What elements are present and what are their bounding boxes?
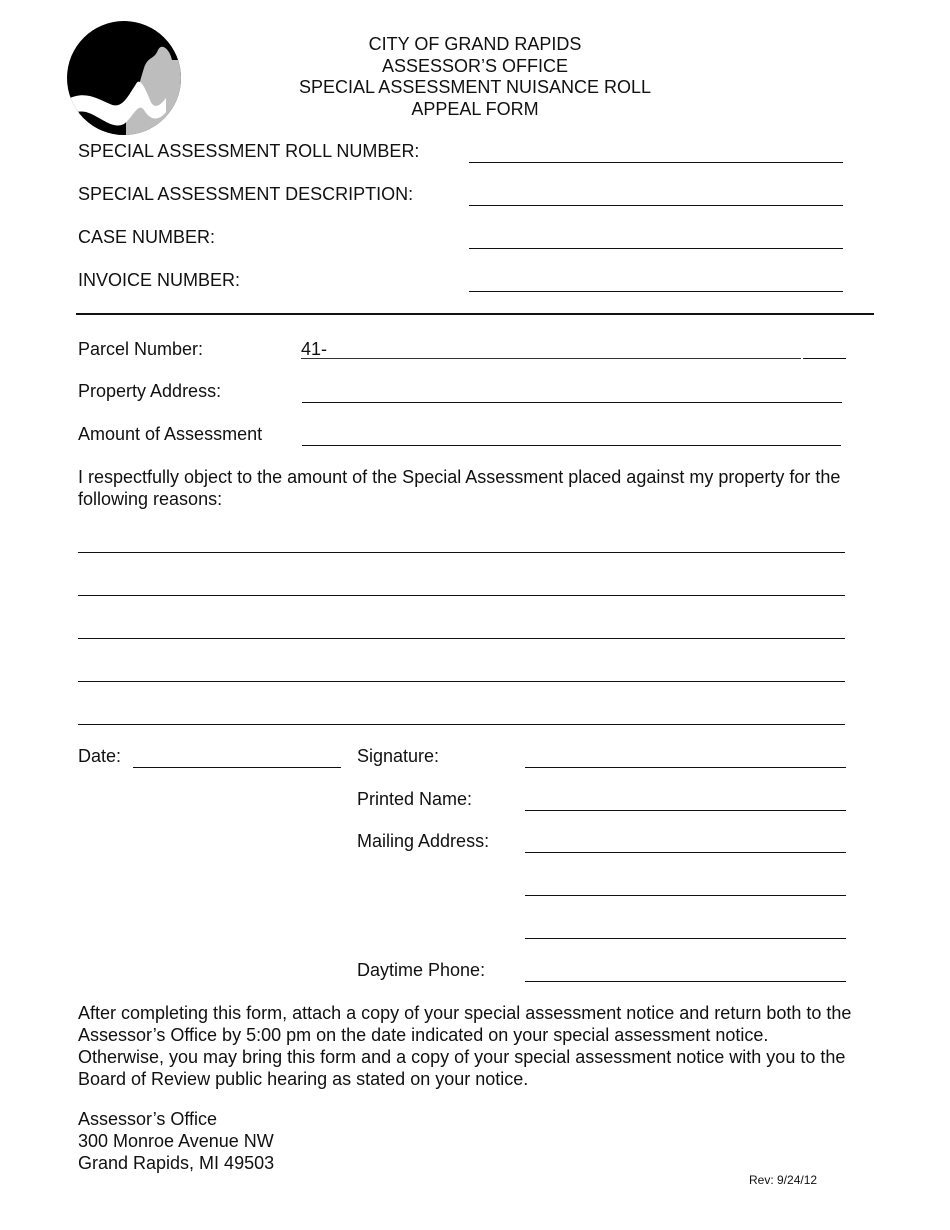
case-number-label: CASE NUMBER: xyxy=(78,227,216,247)
reason-line[interactable] xyxy=(78,702,845,725)
assessment-amount-label: Amount of Assessment xyxy=(78,424,263,444)
invoice-number-input[interactable] xyxy=(469,269,843,292)
reason-line[interactable] xyxy=(78,530,845,553)
office-street: 300 Monroe Avenue NW xyxy=(78,1131,274,1151)
instructions-paragraph: After completing this form, attach a copy of your special assessment notice and return both to the Assessor’s Office by 5:00 pm on the date indicated on your special assessment notice. Otherwise, you may bring this form and a copy of your special assessment notice with you to the Board of Review public hearing as stated on your notice. xyxy=(78,1003,852,1089)
case-number-input[interactable] xyxy=(469,226,843,249)
objection-statement: I respectfully object to the amount of the Special Assessment placed against my property for the following reasons: xyxy=(78,467,841,509)
office-city: Grand Rapids, MI 49503 xyxy=(78,1153,275,1173)
reason-line[interactable] xyxy=(78,659,845,682)
parcel-number-label: Parcel Number: xyxy=(78,339,204,359)
parcel-number-input[interactable] xyxy=(301,358,801,359)
property-address-input[interactable] xyxy=(302,380,842,403)
office-name: Assessor’s Office xyxy=(78,1109,218,1129)
roll-number-label: SPECIAL ASSESSMENT ROLL NUMBER: xyxy=(78,141,420,161)
property-address-label: Property Address: xyxy=(78,381,222,401)
printed-name-label: Printed Name: xyxy=(357,789,473,809)
mailing-address-label: Mailing Address: xyxy=(357,831,490,851)
reason-line[interactable] xyxy=(78,616,845,639)
parcel-number-suffix-line xyxy=(803,358,846,359)
daytime-phone-label: Daytime Phone: xyxy=(357,960,486,980)
mailing-address-input[interactable] xyxy=(525,830,846,853)
mailing-address-input-2[interactable] xyxy=(525,873,846,896)
date-input[interactable] xyxy=(133,745,341,768)
header-office: ASSESSOR’S OFFICE xyxy=(381,55,569,76)
header-title: APPEAL FORM xyxy=(411,98,539,119)
header-city: CITY OF GRAND RAPIDS xyxy=(368,34,582,54)
signature-input[interactable] xyxy=(525,745,846,768)
description-label: SPECIAL ASSESSMENT DESCRIPTION: xyxy=(78,184,414,204)
parcel-number-prefix: 41- xyxy=(301,339,328,359)
section-divider xyxy=(76,313,874,315)
printed-name-input[interactable] xyxy=(525,788,846,811)
invoice-number-label: INVOICE NUMBER: xyxy=(78,270,241,290)
daytime-phone-input[interactable] xyxy=(525,959,846,982)
header-roll: SPECIAL ASSESSMENT NUISANCE ROLL xyxy=(298,77,652,97)
description-input[interactable] xyxy=(469,183,843,206)
revision-note: Rev: 9/24/12 xyxy=(749,1173,818,1187)
signature-label: Signature: xyxy=(357,746,440,766)
date-label: Date: xyxy=(78,746,122,766)
reason-line[interactable] xyxy=(78,573,845,596)
form-header xyxy=(0,34,950,120)
assessment-amount-input[interactable] xyxy=(302,423,841,446)
roll-number-input[interactable] xyxy=(469,140,843,163)
mailing-address-input-3[interactable] xyxy=(525,916,846,939)
